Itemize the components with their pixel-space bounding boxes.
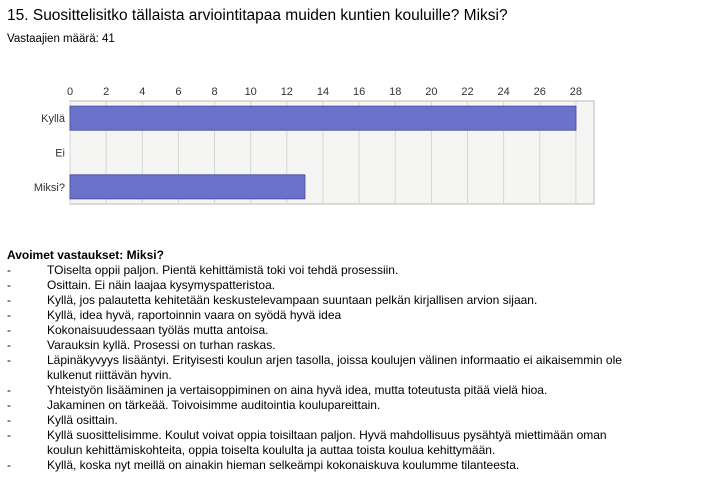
answer-item	[7, 353, 707, 383]
x-tick-label: 24	[497, 86, 510, 98]
answer-text: Kyllä suosittelisimme. Koulut voivat oppia toisiltaan paljon. Hyvä mahdollisuus pysähtyä miettimään oman	[47, 428, 607, 442]
answer-item	[7, 398, 707, 413]
answer-item	[7, 263, 707, 278]
list-dash: -	[7, 383, 11, 397]
answer-item	[7, 323, 707, 338]
list-dash: -	[7, 308, 11, 322]
answer-text: Kyllä osittain.	[47, 413, 118, 427]
list-dash: -	[7, 263, 11, 277]
answer-text: Varauksin kyllä. Prosessi on turhan raskas.	[47, 338, 276, 352]
answer-item	[7, 458, 707, 473]
list-dash: -	[7, 338, 11, 352]
list-dash: -	[7, 323, 11, 337]
x-tick-label: 18	[389, 86, 402, 98]
answer-text: Osittain. Ei näin laajaa kysymyspatteristoa.	[47, 278, 276, 292]
x-axis-ticks	[67, 86, 582, 98]
list-dash: -	[7, 293, 11, 307]
list-dash: -	[7, 428, 11, 442]
answer-text: Jakaminen on tärkeää. Toivoisimme auditointia koulupareittain.	[47, 398, 381, 412]
x-tick-label: 2	[103, 86, 110, 98]
x-tick-label: 14	[316, 86, 330, 98]
list-dash: -	[7, 398, 11, 412]
x-tick-label: 28	[569, 86, 583, 98]
answer-text: Kokonaisuudessaan työläs mutta antoisa.	[47, 323, 269, 337]
x-tick-label: 4	[139, 86, 146, 98]
answer-item	[7, 338, 707, 353]
x-tick-label: 6	[175, 86, 182, 98]
list-dash: -	[7, 413, 11, 427]
list-dash: -	[7, 353, 11, 367]
x-tick-label: 20	[425, 86, 438, 98]
x-tick-label: 16	[352, 86, 366, 98]
category-label: Kyllä	[41, 113, 65, 126]
x-tick-label: 26	[533, 86, 546, 98]
category-labels	[34, 113, 66, 194]
answer-text: Läpinäkyvyys lisääntyi. Erityisesti koulun arjen tasolla, joissa koulujen välinen informaatio ei aikaisemmin ole	[47, 353, 622, 367]
answer-item	[7, 308, 707, 323]
category-label: Miksi?	[33, 181, 65, 194]
answer-text: kulkenut riittävän hyvin.	[47, 368, 172, 382]
answer-text: koulun kehittämiskohteita, oppia toiselta koululta ja auttaa toista koulua kehittymään.	[47, 443, 496, 457]
question-title: 15. Suosittelisitko tällaista arviointitapaa muiden kuntien kouluille? Miksi?	[7, 7, 508, 24]
answer-item	[7, 293, 707, 308]
x-tick-label: 22	[461, 86, 474, 98]
answer-item	[7, 278, 707, 293]
category-label: Ei	[55, 147, 65, 160]
answer-item	[7, 383, 707, 398]
answers-list	[7, 263, 707, 473]
x-tick-label: 10	[244, 86, 257, 98]
bar	[70, 106, 576, 130]
answer-item	[7, 428, 707, 458]
answers-title: Avoimet vastaukset: Miksi?	[7, 248, 164, 262]
x-tick-label: 12	[280, 86, 293, 98]
x-tick-label: 8	[211, 86, 218, 98]
bar-chart	[0, 78, 710, 218]
answer-text: Kyllä, koska nyt meillä on ainakin hieman selkeämpi kokonaiskuva koulumme tilanteesta.	[47, 458, 520, 472]
answer-text: TOiselta oppii paljon. Pientä kehittämistä toki voi tehdä prosessiin.	[47, 263, 399, 277]
respondent-count: Vastaajien määrä: 41	[7, 33, 115, 45]
answer-item	[7, 413, 707, 428]
list-dash: -	[7, 278, 11, 292]
answer-text: Kyllä, jos palautetta kehitetään keskustelevampaan suuntaan pelkän kirjallisen arvion sijaan.	[47, 293, 538, 307]
list-dash: -	[7, 458, 11, 472]
answer-text: Kyllä, idea hyvä, raportoinnin vaara on syödä hyvä idea	[47, 308, 342, 322]
x-tick-label: 0	[66, 86, 74, 98]
bar	[70, 175, 305, 199]
answer-text: Yhteistyön lisääminen ja vertaisoppiminen on aina hyvä idea, mutta toteutusta pitää vielä hioa.	[47, 383, 548, 397]
